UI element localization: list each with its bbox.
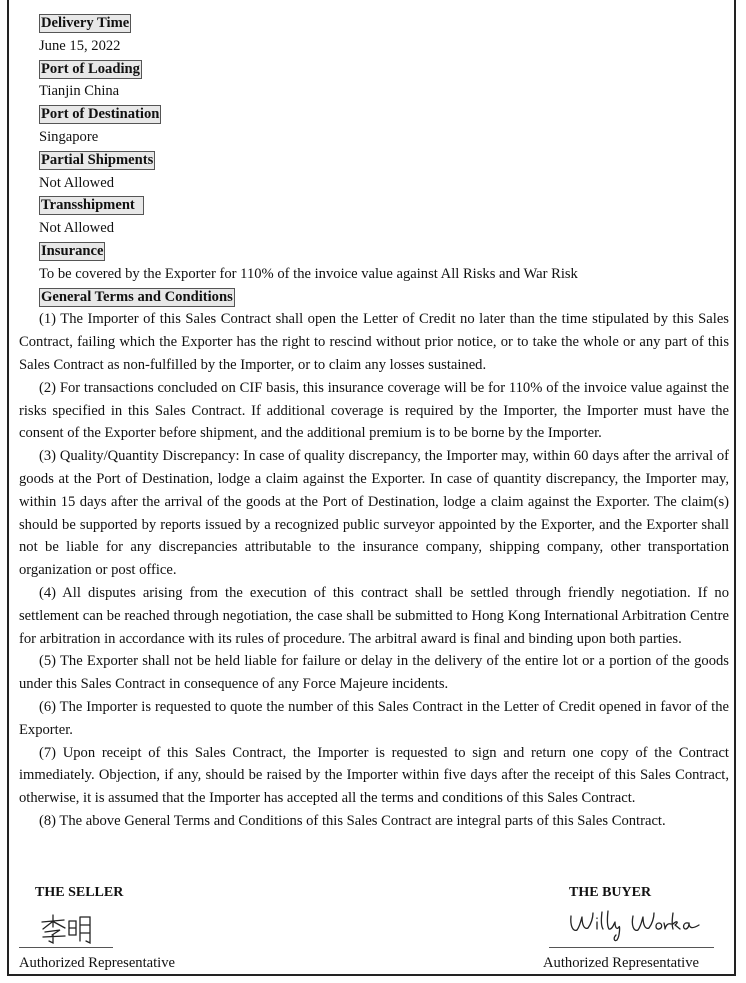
buyer-signature-line [549, 947, 714, 948]
terms-paragraph: (6) The Importer is requested to quote the number of this Sales Contract in the Letter of Credit opened in favor of the Exporter. [19, 698, 729, 738]
buyer-title: THE BUYER [569, 885, 652, 900]
field-label: Transshipment [41, 197, 143, 214]
seller-signature [38, 913, 100, 945]
field-value: Tianjin China [39, 83, 120, 100]
field-value: June 15, 2022 [39, 37, 121, 54]
terms-paragraph: (5) The Exporter shall not be held liable for failure or delay in the delivery of the entire lot or a portion of the goods under this Sales Contract in consequence of any Force Majeure incidents. [19, 653, 729, 693]
section-label: General Terms and Conditions [41, 288, 233, 305]
seller-role: Authorized Representative [19, 955, 176, 971]
terms-paragraph: (8) The above General Terms and Conditions of this Sales Contract are integral parts of this Sales Contract. [39, 812, 666, 829]
seller-title: THE SELLER [35, 885, 124, 900]
buyer-signature [567, 908, 703, 944]
terms-paragraph: (4) All disputes arising from the execution of this contract shall be settled through friendly negotiation. If no settlement can be reached through negotiation, the case shall be submitted to Hong Kong International Arbitration Centre for arbitration in accordance with its rules of procedure. The arbitral award is final and binding upon both parties. [19, 584, 729, 647]
field-label: Delivery Time [41, 15, 130, 31]
field-label: Insurance [41, 242, 104, 259]
terms-paragraph: (3) Quality/Quantity Discrepancy: In case of quality discrepancy, the Importer may, within 60 days after the arrival of goods at the Port of Destination, lodge a claim against the Exporter. In case of quantity discrepancy, the Importer may, within 15 days after the arrival of the goods at the Port of Destination, lodge a claim against the Exporter. The claim(s) should be supported by reports issued by a recognized public surveyor appointed by the Exporter, and the Exporter shall not be liable for any discrepancies attributable to the insurance company, shipping company, other transportation organization or post office. [19, 448, 729, 579]
field-value: To be covered by the Exporter for 110% of the invoice value against All Risks and War Risk [39, 265, 578, 282]
contract-body [19, 12, 729, 833]
terms-paragraph: (2) For transactions concluded on CIF basis, this insurance coverage will be for 110% of the invoice value against the risks specified in this Sales Contract. If additional coverage is required by the Importer, the Importer must have the consent of the Exporter before shipment, and the additional premium is to be borne by the Importer. [19, 379, 729, 442]
field-label: Partial Shipments [41, 151, 154, 168]
buyer-role: Authorized Representative [543, 955, 700, 971]
field-value: Not Allowed [39, 220, 114, 237]
field-label: Port of Destination [41, 106, 160, 123]
field-label: Port of Loading [41, 60, 140, 77]
terms-paragraph: (7) Upon receipt of this Sales Contract, the Importer is requested to sign and return one copy of the Contract immediately. Objection, if any, should be raised by the Importer within five days after the receipt of this Sales Contract, otherwise, it is assumed that the Importer has accepted all the terms and conditions of this Sales Contract. [19, 744, 729, 807]
field-value: Singapore [39, 128, 99, 145]
terms-paragraph: (1) The Importer of this Sales Contract shall open the Letter of Credit no later than the time stipulated by this Sales Contract, failing which the Exporter has the right to rescind without prior notice, or to take the whole or any part of this Sales Contract as non-fulfilled by the Importer, or to claim any losses sustained. [19, 311, 729, 373]
field-value: Not Allowed [39, 174, 114, 191]
seller-signature-line [19, 947, 113, 948]
